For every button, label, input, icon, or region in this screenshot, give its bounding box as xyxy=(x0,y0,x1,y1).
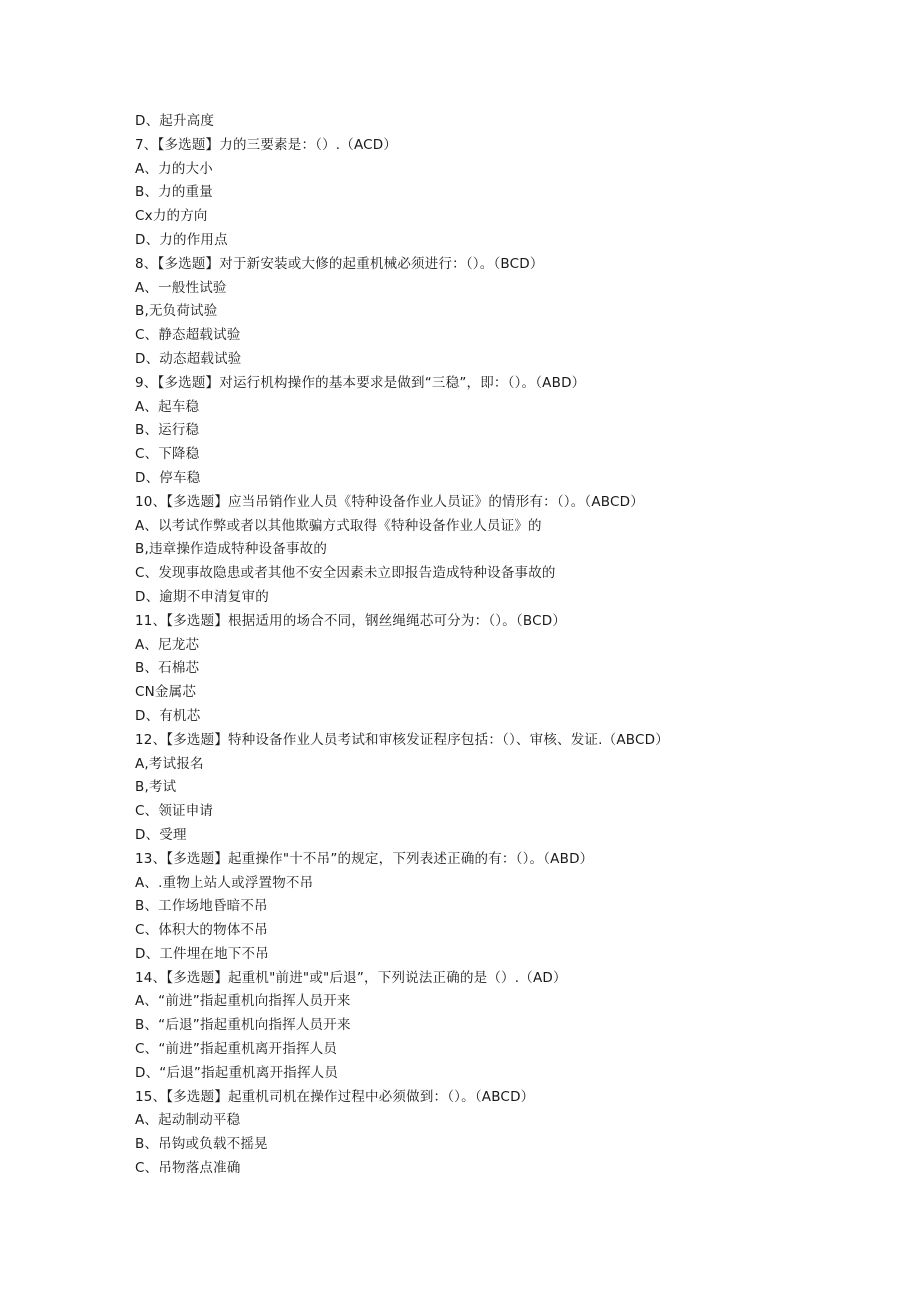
option-line: C、“前进”指起重机离开指挥人员 xyxy=(135,1041,338,1058)
question-line: 13、【多选题】起重操作"十不吊”的规定，下列表述正确的有：（）。（ABD） xyxy=(135,850,594,867)
question-line: 11、【多选题】根据适用的场合不同，钢丝绳绳芯可分为：（）。（BCD） xyxy=(135,612,567,629)
question-line: 9、【多选题】对运行机构操作的基本要求是做到“三稳”，即：（）。（ABD） xyxy=(135,374,586,391)
option-line: C、下降稳 xyxy=(135,446,200,463)
option-line: B、“后退”指起重机向指挥人员开来 xyxy=(135,1017,351,1034)
option-line: B,违章操作造成特种设备事故的 xyxy=(135,541,328,558)
option-line: B,无负荷试验 xyxy=(135,303,218,320)
option-line: A、一般性试验 xyxy=(135,279,227,296)
option-line: B、工作场地昏暗不吊 xyxy=(135,898,268,915)
option-line: B、力的重量 xyxy=(135,184,213,201)
question-line: 12、【多选题】特种设备作业人员考试和审核发证程序包括：（）、审核、发证.（ABCD） xyxy=(135,731,669,748)
option-line: B,考试 xyxy=(135,779,177,796)
question-line: 8、【多选题】对于新安装或大修的起重机械必须进行：（）。（BCD） xyxy=(135,255,544,272)
option-line: CN金属芯 xyxy=(135,684,197,701)
option-line: B、吊钩或负载不摇晃 xyxy=(135,1136,268,1153)
option-line: B、石棉芯 xyxy=(135,660,200,677)
option-line: D、受理 xyxy=(135,826,187,843)
option-line: C、领证申请 xyxy=(135,803,214,820)
option-line: Cx力的方向 xyxy=(135,208,208,225)
option-line: A、起车稳 xyxy=(135,398,200,415)
question-line: 10、【多选题】应当吊销作业人员《特种设备作业人员证》的情形有：（）。（ABCD） xyxy=(135,493,644,510)
option-line: A、“前进”指起重机向指挥人员开来 xyxy=(135,993,351,1010)
option-line: D、有机芯 xyxy=(135,707,201,724)
question-line: 14、【多选题】起重机"前进"或"后退”，下列说法正确的是（）.（AD） xyxy=(135,969,567,986)
question-line: 15、【多选题】起重机司机在操作过程中必须做到：（）。（ABCD） xyxy=(135,1088,535,1105)
option-line: D、“后退”指起重机离开指挥人员 xyxy=(135,1064,339,1081)
option-line: D、动态超载试验 xyxy=(135,350,242,367)
option-line: C、吊物落点准确 xyxy=(135,1160,241,1177)
option-line: B、运行稳 xyxy=(135,422,200,439)
option-line: D、起升高度 xyxy=(135,113,215,129)
option-line: A、尼龙芯 xyxy=(135,636,200,653)
option-line: D、逾期不申清复审的 xyxy=(135,588,269,605)
option-line: C、发现事故隐患或者其他不安全因素未立即报告造成特种设备事故的 xyxy=(135,565,556,582)
option-line: D、工件埋在地下不吊 xyxy=(135,945,269,962)
option-line: C、体积大的物体不吊 xyxy=(135,922,268,939)
document-body xyxy=(135,110,855,1181)
question-line: 7、【多选题】力的三要素是：（）.（ACD） xyxy=(135,136,398,153)
option-line: A、.重物上站人或浮置物不吊 xyxy=(135,874,314,891)
option-line: A、起动制动平稳 xyxy=(135,1112,241,1129)
option-line: C、静态超载试验 xyxy=(135,327,241,344)
option-line: A、以考试作弊或者以其他欺骗方式取得《特种设备作业人员证》的 xyxy=(135,517,542,534)
option-line: A,考试报名 xyxy=(135,755,204,772)
option-line: A、力的大小 xyxy=(135,160,213,177)
option-line: D、力的作用点 xyxy=(135,231,228,248)
option-line: D、停车稳 xyxy=(135,469,201,486)
